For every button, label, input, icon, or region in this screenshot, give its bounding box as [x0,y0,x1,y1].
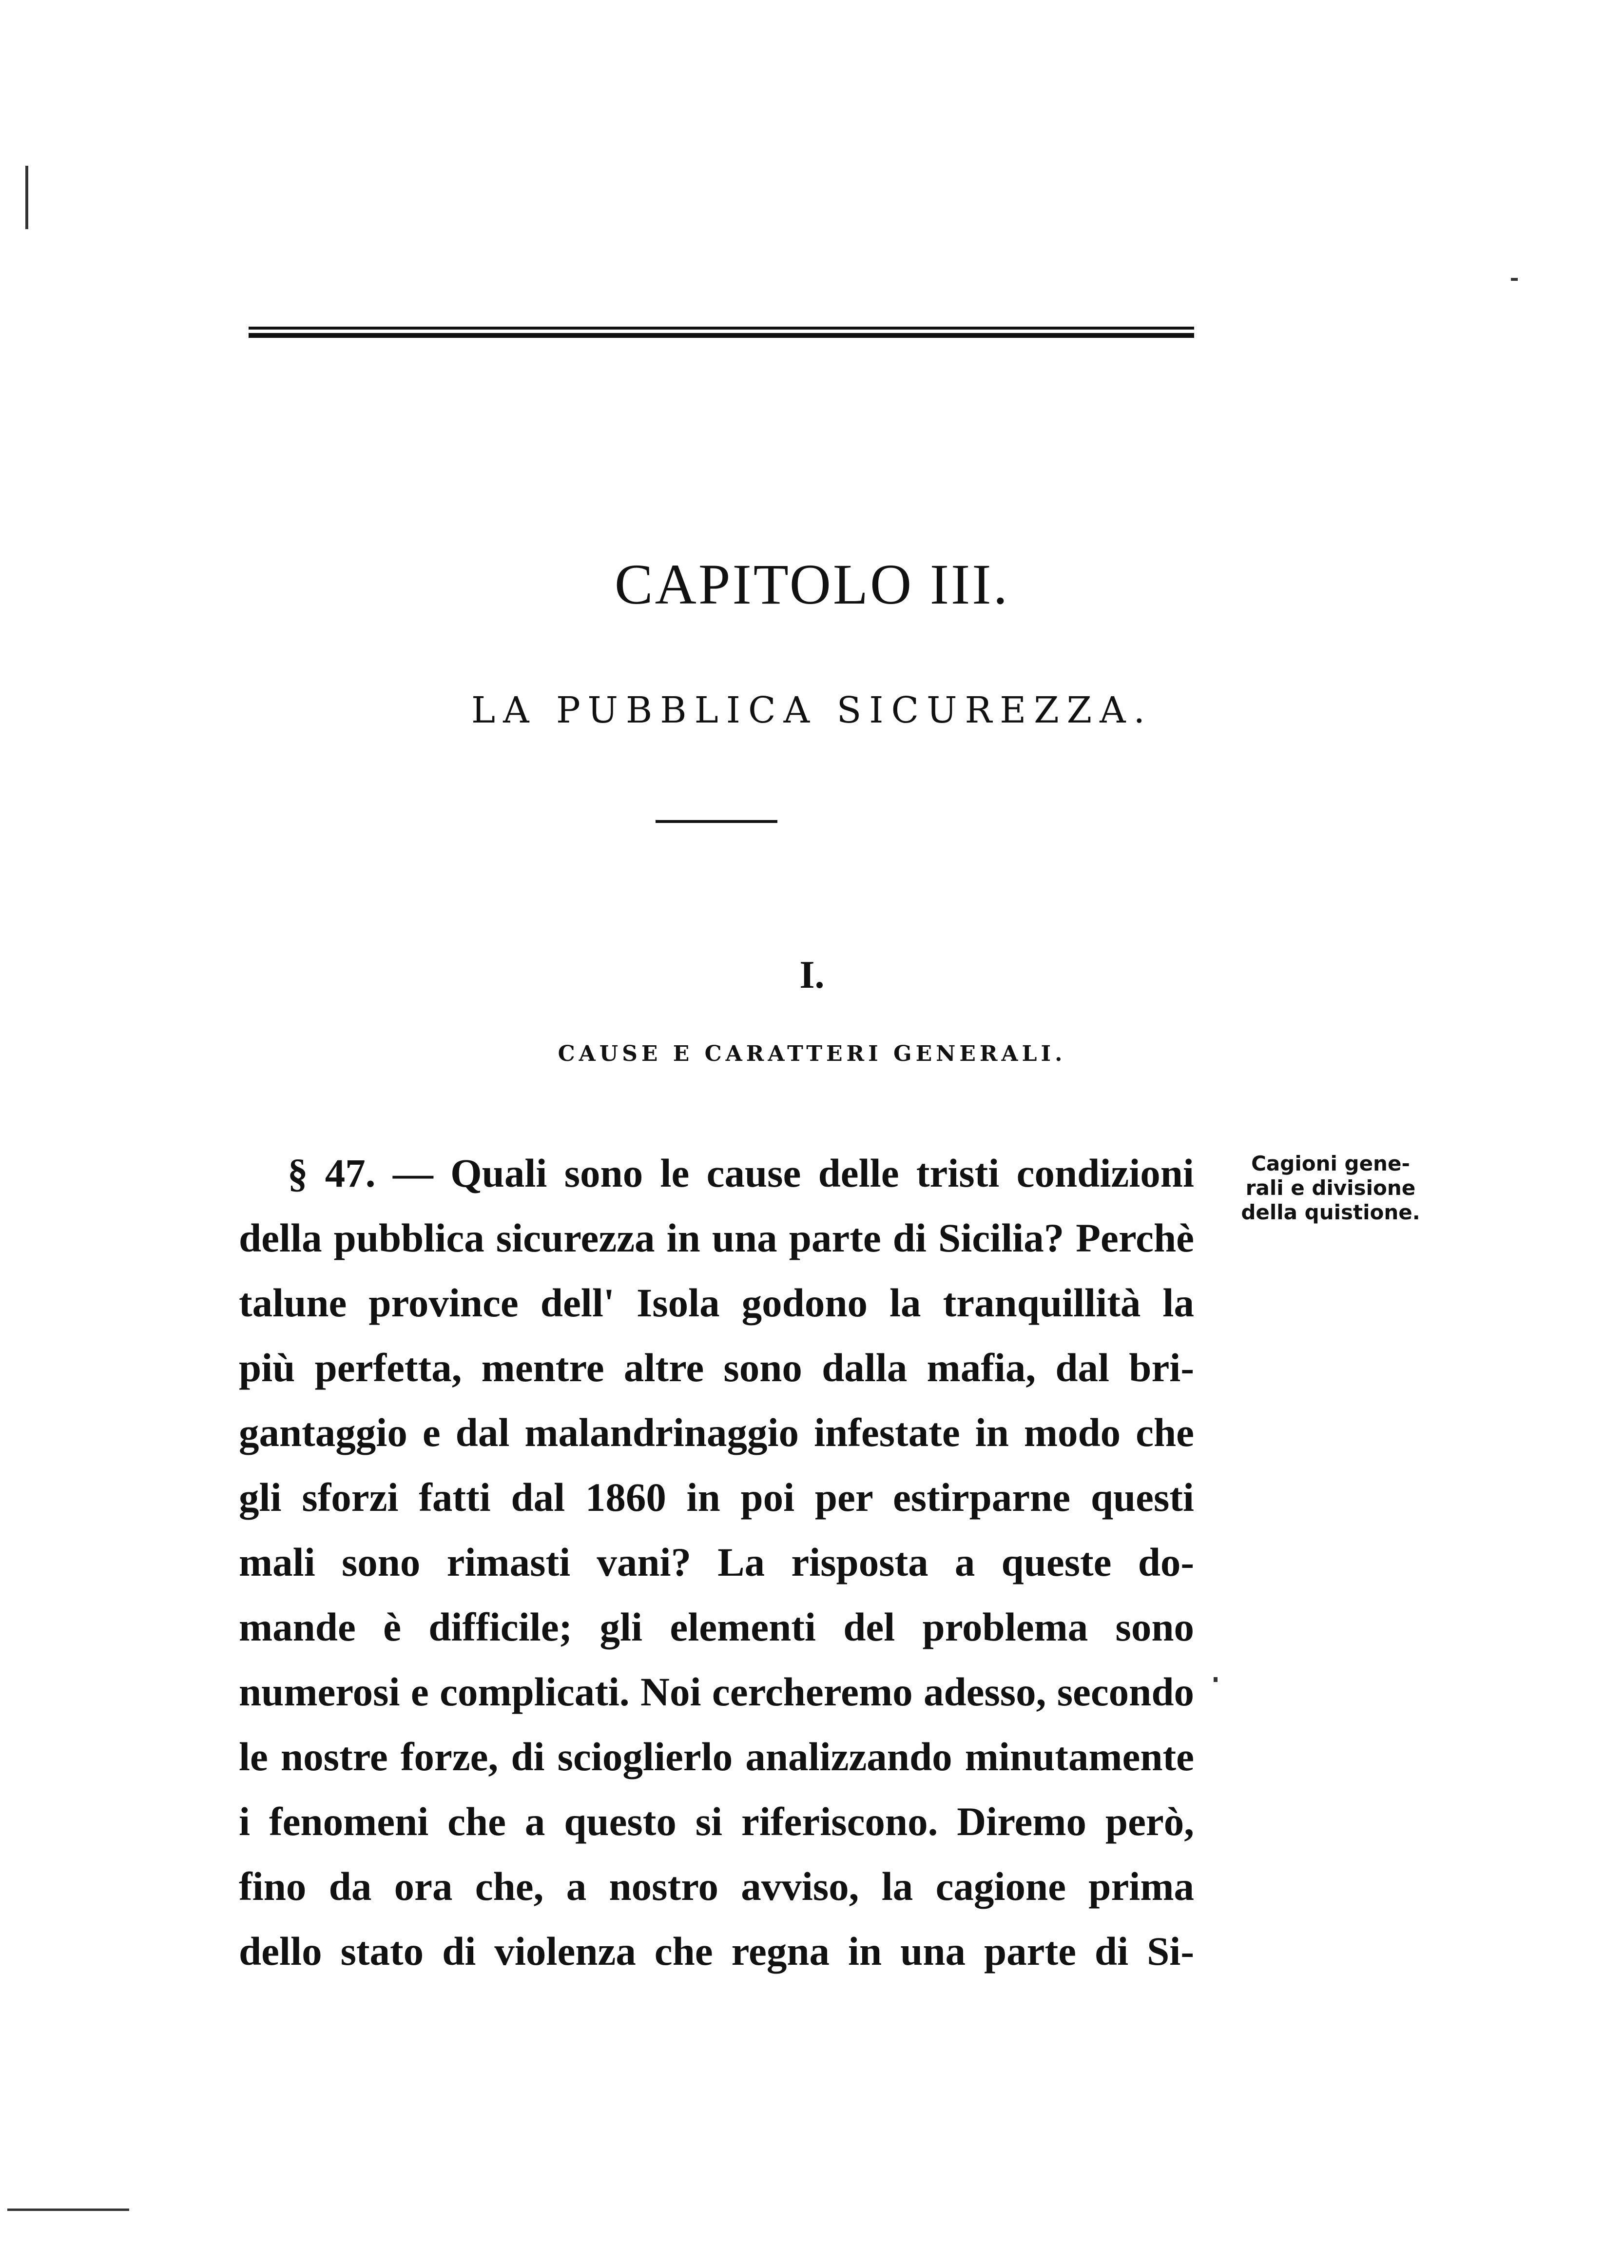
body-line: § 47. — Quali sono le cause delle tristi condizioni [288,1151,1194,1195]
body-line: della pubblica sicurezza in una parte di Sicilia? Perchè [239,1215,1194,1260]
body-line: fino da ora che, a nostro avviso, la cagione prima [239,1864,1194,1909]
body-line: gli sforzi fatti dal 1860 in poi per estirparne questi [239,1475,1194,1520]
scan-mark [7,2209,129,2211]
body-paragraph [239,1141,1194,1984]
section-divider [656,820,777,823]
margin-note-line: rali e divisione [1245,1176,1416,1200]
scan-mark [25,166,28,229]
scan-mark [1511,278,1518,281]
body-line: numerosi e complicati. Noi cercheremo adesso, secondo [239,1669,1194,1714]
margin-note [1221,1152,1440,1225]
chapter-title: CAPITOLO III. [614,552,1010,616]
margin-note-line: Cagioni gene- [1251,1152,1410,1175]
body-line: più perfetta, mentre altre sono dalla mafia, dal bri- [239,1345,1194,1390]
part-number: I. [799,954,825,997]
body-line: i fenomeni che a questo si riferiscono. Diremo però, [239,1799,1194,1844]
body-line: le nostre forze, di scioglierlo analizzando minutamente [239,1734,1194,1779]
body-line: dello stato di violenza che regna in una parte di Si- [239,1929,1194,1974]
body-line: gantaggio e dal malandrinaggio infestate in modo che [239,1410,1194,1455]
body-line: mali sono rimasti vani? La risposta a queste do- [239,1540,1194,1584]
part-title: CAUSE E CARATTERI GENERALI. [558,1041,1066,1066]
section-title: LA PUBBLICA SICUREZZA. [471,689,1153,731]
body-line: talune province dell' Isola godono la tranquillità la [239,1280,1194,1325]
body-line: mande è difficile; gli elementi del problema sono [239,1604,1194,1649]
scan-mark [1214,1677,1218,1682]
margin-note-line: della quistione. [1241,1200,1420,1224]
top-double-rule [249,327,1194,341]
